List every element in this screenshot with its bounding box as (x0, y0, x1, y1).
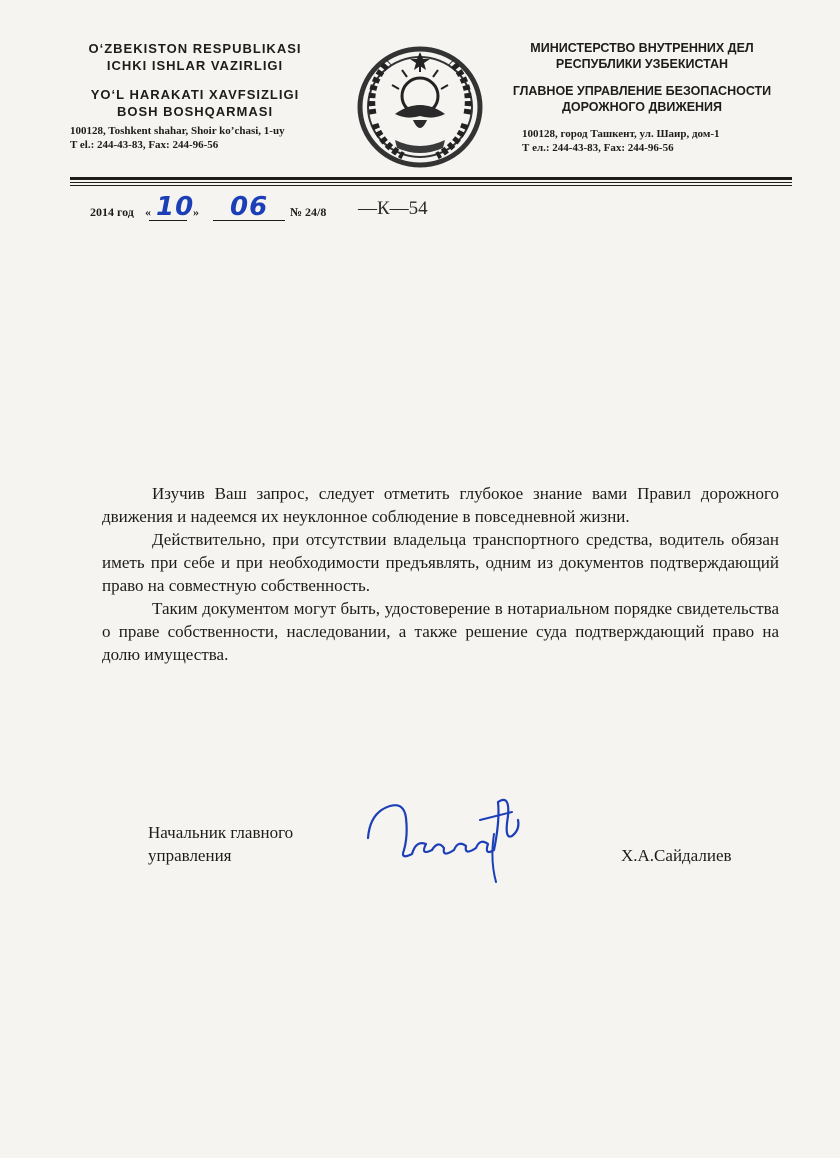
header-left-line4: BOSH BOSHQARMASI (116, 104, 274, 119)
quote-open: « (145, 205, 151, 219)
handwritten-signature-icon (360, 790, 530, 890)
handwritten-day: 10 (156, 192, 195, 222)
quote-close: » (193, 205, 199, 219)
signatory-name: Х.А.Сайдалиев (621, 846, 732, 865)
signatory-title-line2: управления (148, 846, 232, 865)
header-right-dept (492, 83, 792, 115)
state-emblem-icon (355, 44, 485, 170)
header-left-line1: O‘ZBEKISTON RESPUBLIKASI (88, 41, 302, 56)
signatory-title-line1: Начальник главного (148, 823, 294, 842)
date-reference-line (90, 192, 490, 230)
header-right-line2: РЕСПУБЛИКИ УЗБЕКИСТАН (555, 57, 729, 71)
header-right-contacts (492, 127, 792, 155)
signatory-title (148, 821, 293, 867)
header-left-uzbek (70, 40, 320, 152)
handwritten-month: 06 (230, 192, 269, 222)
header-divider-thin-1 (70, 182, 792, 183)
header-left-org (70, 40, 320, 74)
header-left-line2: ICHKI ISHLAR VAZIRLIGI (106, 58, 284, 73)
header-right-russian (492, 40, 792, 155)
header-right-phone: Т ел.: 244-43-83, Fax: 244-96-56 (522, 142, 674, 154)
reference-number-label: № 24/8 (290, 205, 327, 219)
header-left-dept (70, 86, 320, 120)
header-left-line3: YO‘L HARAKATI XAVFSIZLIGI (90, 87, 300, 102)
header-left-phone: T el.: 244-43-83, Fax: 244-96-56 (70, 139, 219, 151)
body-paragraph-3: Таким документом могут быть, удостоверение в нотариальном порядке свидетельства о праве собственности, наследовании, а также решение суда подтверждающий право на долю имущества. (102, 599, 779, 664)
header-right-line4: ДОРОЖНОГО ДВИЖЕНИЯ (561, 100, 723, 114)
header-right-line3: ГЛАВНОЕ УПРАВЛЕНИЕ БЕЗОПАСНОСТИ (512, 84, 772, 98)
reference-number-suffix: —К—54 (358, 198, 428, 219)
header-divider-thin-2 (70, 185, 792, 186)
header-left-address: 100128, Toshkent shahar, Shoir ko’chasi, 1-uy (70, 125, 285, 137)
body-paragraph-1: Изучив Ваш запрос, следует отметить глубокое знание вами Правил дорожного движения и надеемся их неуклонное соблюдение в повседневной жизни. (102, 484, 779, 526)
letter-body (102, 482, 779, 666)
header-divider-thick (70, 177, 792, 180)
header-right-line1: МИНИСТЕРСТВО ВНУТРЕННИХ ДЕЛ (530, 41, 754, 55)
body-paragraph-2: Действительно, при отсутствии владельца транспортного средства, водитель обязан иметь при себе и при необходимости предъявлять, одним из документов подтверждающий право на совместную собственность. (102, 530, 779, 595)
header-right-org (492, 40, 792, 72)
year-label: 2014 год (90, 205, 134, 219)
header-left-contacts (70, 124, 320, 152)
header-right-address: 100128, город Ташкент, ул. Шаир, дом-1 (522, 128, 720, 140)
